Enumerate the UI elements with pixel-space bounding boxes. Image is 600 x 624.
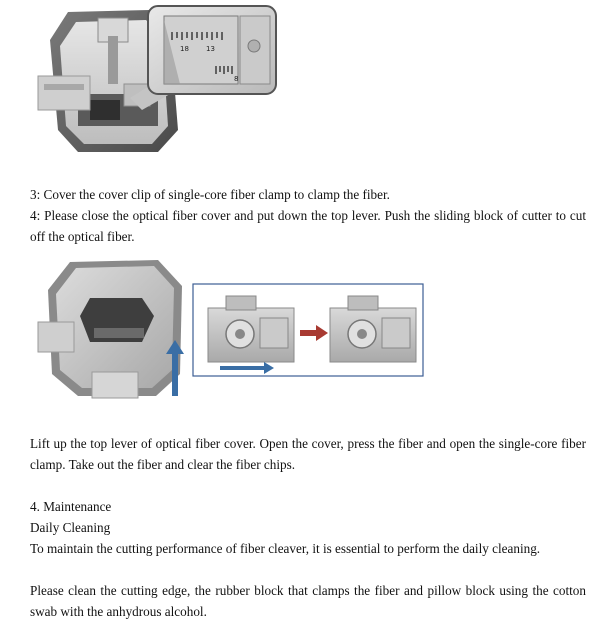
step-3-text: 3: Cover the cover clip of single-core fiber clamp to clamp the fiber. [30, 187, 390, 202]
magnified-inset [148, 6, 276, 94]
subheading: Daily Cleaning [30, 520, 111, 535]
cleaning-intro-text: To maintain the cutting performance of fiber cleaver, it is essential to perform the daily cleaning. [30, 541, 541, 556]
cleaver-figure-middle [30, 256, 430, 406]
scale-label-8: 8 [234, 75, 239, 83]
slide-arrow-blue [220, 366, 264, 370]
cleaver-closed [38, 260, 182, 398]
lift-instruction-text: Lift up the top lever of optical fiber cover. Open the cover, press the fiber and open the single-core fiber clamp. Take out the fiber and clear the fiber chips. [30, 436, 586, 472]
cleaver-figure-top [30, 0, 280, 156]
section-heading: 4. Maintenance [30, 499, 112, 514]
step-4-text: 4: Please close the optical fiber cover and put down the top lever. Push the sliding block of cutter to cut off the optical fiber. [30, 208, 586, 244]
cleaning-detail-text: Please clean the cutting edge, the rubber block that clamps the fiber and pillow block using the cotton swab with the anhydrous alcohol. [30, 583, 586, 619]
right-arrow-red [300, 330, 316, 336]
up-arrow [172, 352, 178, 396]
scale-label-18: 18 [180, 45, 189, 53]
scale-label-13: 13 [206, 45, 215, 53]
